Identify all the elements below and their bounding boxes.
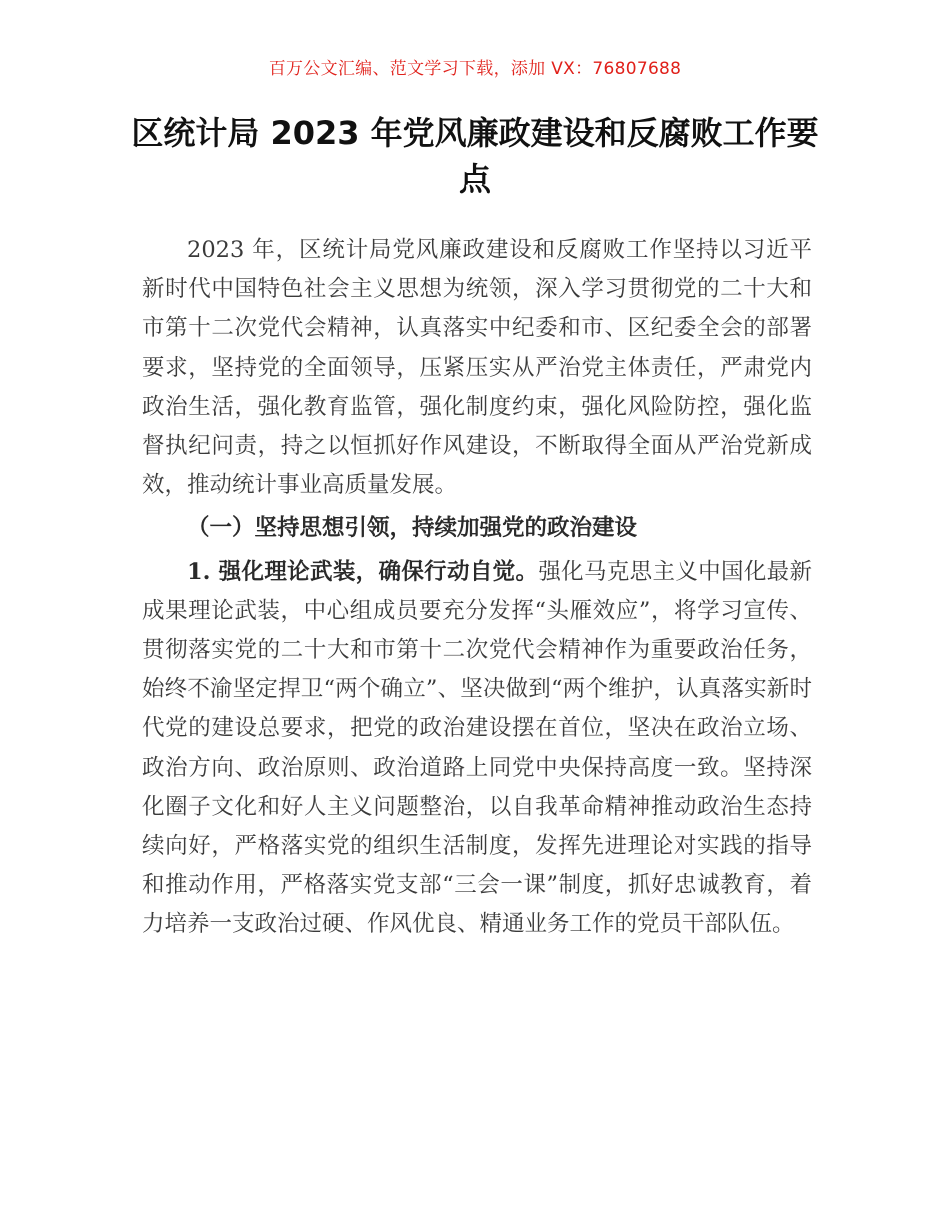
item-body-text: 强化马克思主义中国化最新成果理论武装，中心组成员要充分发挥“头雁效应”，将学习宣传、贯彻落实党的二十大和市第十二次党代会精神作为重要政治任务，始终不渝坚定捍卫“两个确立”、坚决做到“两个维护，认真落实新时代党的建设总要求，把党的政治建设摆在首位，坚决在政治立场、政治方向、政治原则、政治道路上同党中央保持高度一致。坚持深化圈子文化和好人主义问题整治，以自我革命精神推动政治生态持续向好，严格落实党的组织生活制度，发挥先进理论对实践的指导和推动作用，严格落实党支部“三会一课”制度，抓好忠诚教育，着力培养一支政治过硬、作风优良、精通业务工作的党员干部队伍。 [142, 558, 812, 938]
section-heading: （一）坚持思想引领，持续加强党的政治建设 [187, 515, 638, 542]
item-paragraph [142, 553, 812, 945]
intro-paragraph: 2023 年，区统计局党风廉政建设和反腐败工作坚持以习近平新时代中国特色社会主义思想为统领，深入学习贯彻党的二十大和市第十二次党代会精神，认真落实中纪委和市、区纪委全会的部署要求，坚持党的全面领导，压紧压实从严治党主体责任，严肃党内政治生活，强化教育监管，强化制度约束，强化风险防控，强化监督执纪问责，持之以恒抓好作风建设，不断取得全面从严治党新成效，推动统计事业高质量发展。 [142, 237, 812, 499]
document-body [142, 231, 812, 945]
document-title: 区统计局 2023 年党风廉政建设和反腐败工作要点 [131, 114, 819, 198]
item-lead-heading: 1. 强化理论武装，确保行动自觉。 [187, 558, 539, 585]
header-watermark-note: 百万公文汇编、范文学习下载，添加 VX：76807688 [268, 59, 682, 79]
